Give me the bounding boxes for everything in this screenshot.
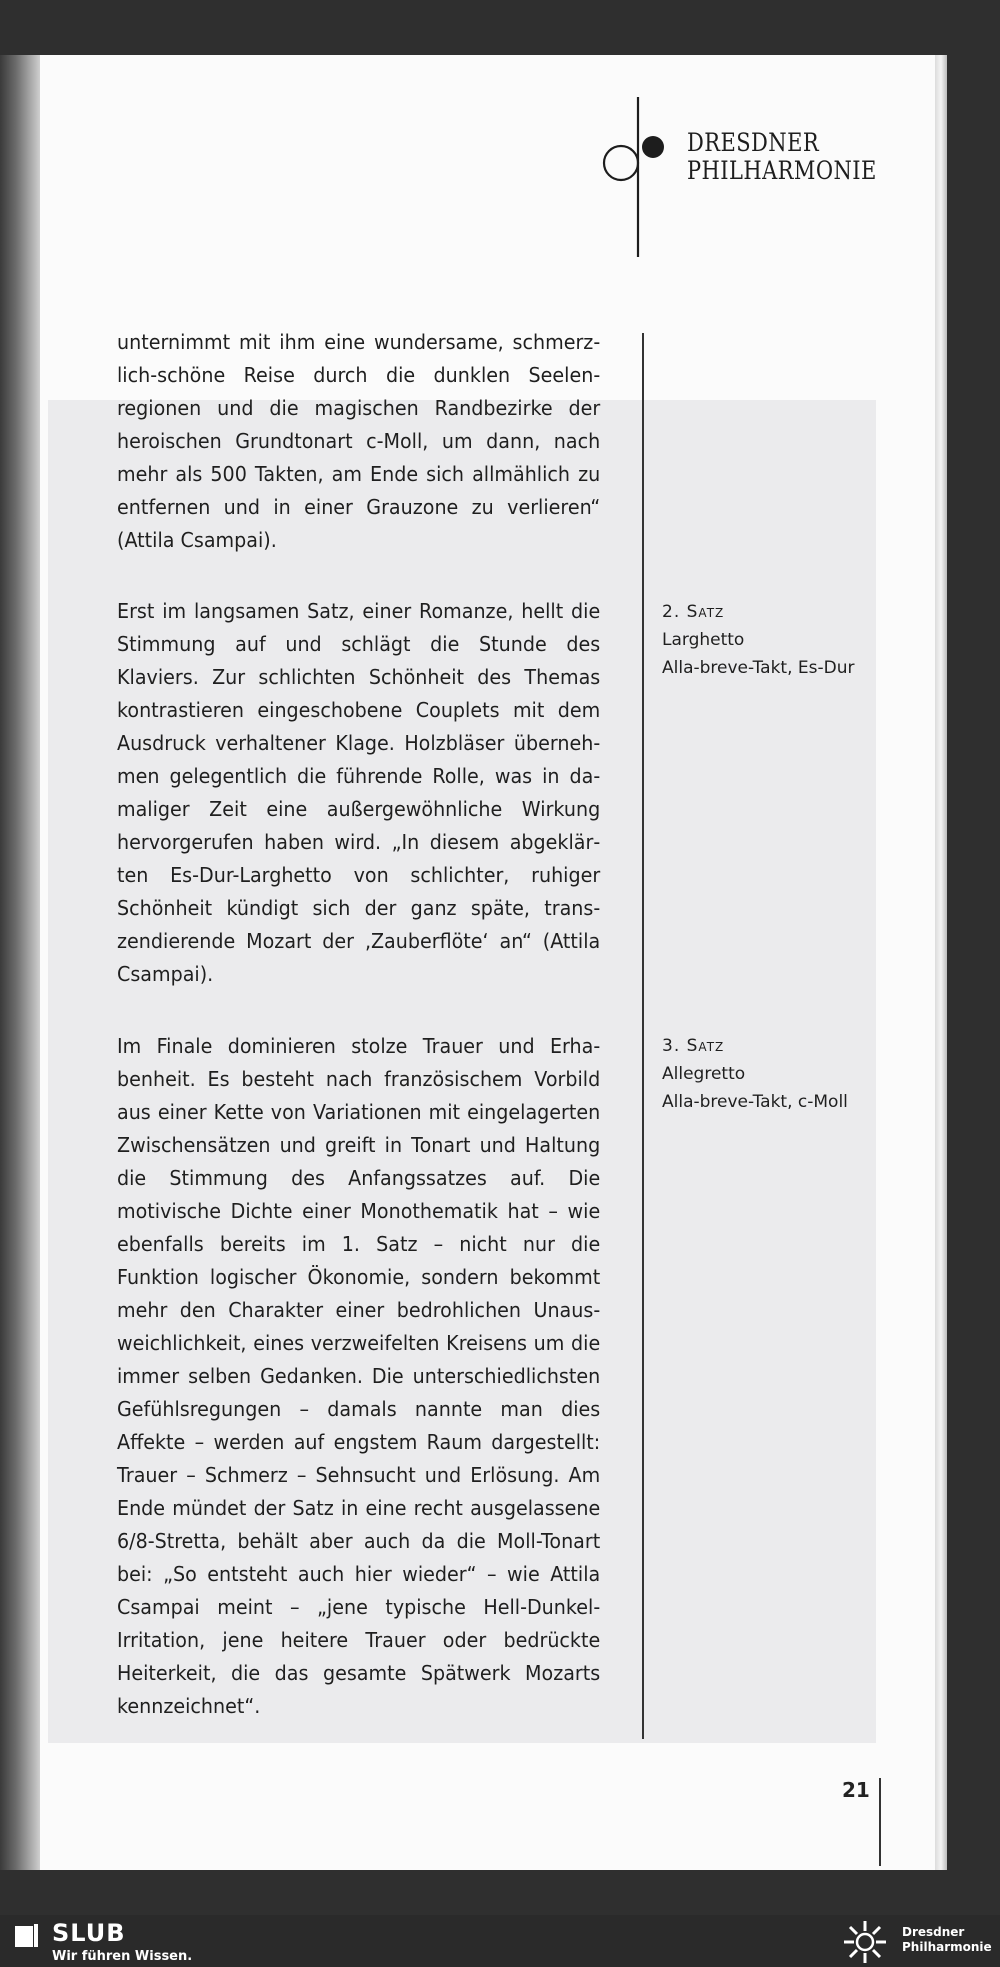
- page-edge: [935, 55, 947, 1870]
- satz-meter: Alla-breve-Takt, c-Moll: [662, 1092, 848, 1112]
- logo-line-1: DRESDNER: [687, 128, 820, 157]
- sunburst-logo-icon: [842, 1919, 888, 1965]
- show-through-title: [115, 190, 131, 246]
- footer-logo-line-1: Dresdner: [902, 1925, 965, 1939]
- side-note-satz-2: [662, 598, 882, 682]
- paragraph-2: Erst im langsamen Satz, einer Romanze, hellt die Stimmung auf und schlägt die Stunde des Klaviers. Zur schlichten Schönheit des Themas kontrastieren eingeschobene Couplets mit dem Ausdruck verhaltener Klage. Holzbläser übernehmen gelegentlich die führende Rolle, was in damaliger Zeit eine außergewöhnliche Wirkung hervorgerufen haben wird. „In diesem abgeklärten Es-Dur-Larghetto von schlichter, ruhiger Schönheit kündigt sich der ganz späte, transzendierende Mozart der ‚Zauberflöte‘ an“ (Attila Csampai).: [117, 599, 601, 986]
- dresdner-philharmonie-logo: [595, 95, 895, 265]
- column-divider: [642, 333, 644, 1739]
- book-spine-shadow: [0, 55, 40, 1870]
- paragraph-3: Im Finale dominieren stolze Trauer und Erhabenheit. Es besteht nach französischem Vorbild aus einer Kette von Variationen mit eingelagerten Zwischensätzen und greift in Tonart und Haltung die Stimmung des Anfangssatzes auf. Die motivische Dichte einer Monothematik hat – wie ebenfalls bereits im 1. Satz – nicht nur die Funktion logischer Ökonomie, sondern bekommt mehr den Charakter einer bedrohlichen Unausweichlichkeit, eines verzweifelten Kreisens um die immer selben Gedanken. Die unterschiedlichsten Gefühlsregungen – damals nannte man dies Affekte – werden auf engstem Raum dargestellt: Trauer – Schmerz – Sehnsucht und Erlösung. Am Ende mündet der Satz in eine recht ausgelassene 6/8-Stretta, behält aber auch da die Moll-Tonart bei: „So entsteht auch hier wieder“ – wie Attila Csampai meint – „jene typische Hell-Dunkel-Irritation, jene heitere Trauer oder bedrückte Heiterkeit, die das gesamte Spätwerk Mozarts kennzeichnet“.: [117, 1034, 601, 1718]
- book-icon: [14, 1923, 40, 1949]
- satz-label: Satz: [686, 602, 725, 622]
- logo-wordmark: [687, 129, 877, 185]
- page-number: 21: [842, 1778, 870, 1802]
- paragraph-1: unternimmt mit ihm eine wundersame, schmerzlich-schöne Reise durch die dunklen Seelenregionen und die magischen Randbezirke der heroischen Grundtonart c-Moll, um dann, nach mehr als 500 Takten, am Ende sich allmählich zu entfernen und in einer Grauzone zu verlieren“ (Attila Csampai).: [117, 330, 601, 552]
- satz-tempo: Allegretto: [662, 1064, 746, 1084]
- satz-label: Satz: [686, 1036, 725, 1056]
- satz-number: 3.: [662, 1036, 681, 1056]
- slub-logo-text[interactable]: SLUB: [52, 1919, 126, 1947]
- page-number-rule: [879, 1778, 881, 1866]
- satz-number: 2.: [662, 602, 681, 622]
- satz-heading: [662, 1032, 882, 1060]
- viewer-footer: [0, 1915, 1000, 1967]
- satz-meter: Alla-breve-Takt, Es-Dur: [662, 658, 855, 678]
- logo-d-mark-icon: [595, 95, 665, 260]
- slub-tagline: Wir führen Wissen.: [52, 1949, 193, 1964]
- satz-tempo: Larghetto: [662, 630, 745, 650]
- dresdner-philharmonie-footer-logo[interactable]: [902, 1925, 992, 1955]
- satz-heading: [662, 598, 882, 626]
- footer-logo-line-2: Philharmonie: [902, 1940, 992, 1954]
- logo-line-2: PHILHARMONIE: [687, 156, 877, 185]
- side-note-satz-3: [662, 1032, 882, 1116]
